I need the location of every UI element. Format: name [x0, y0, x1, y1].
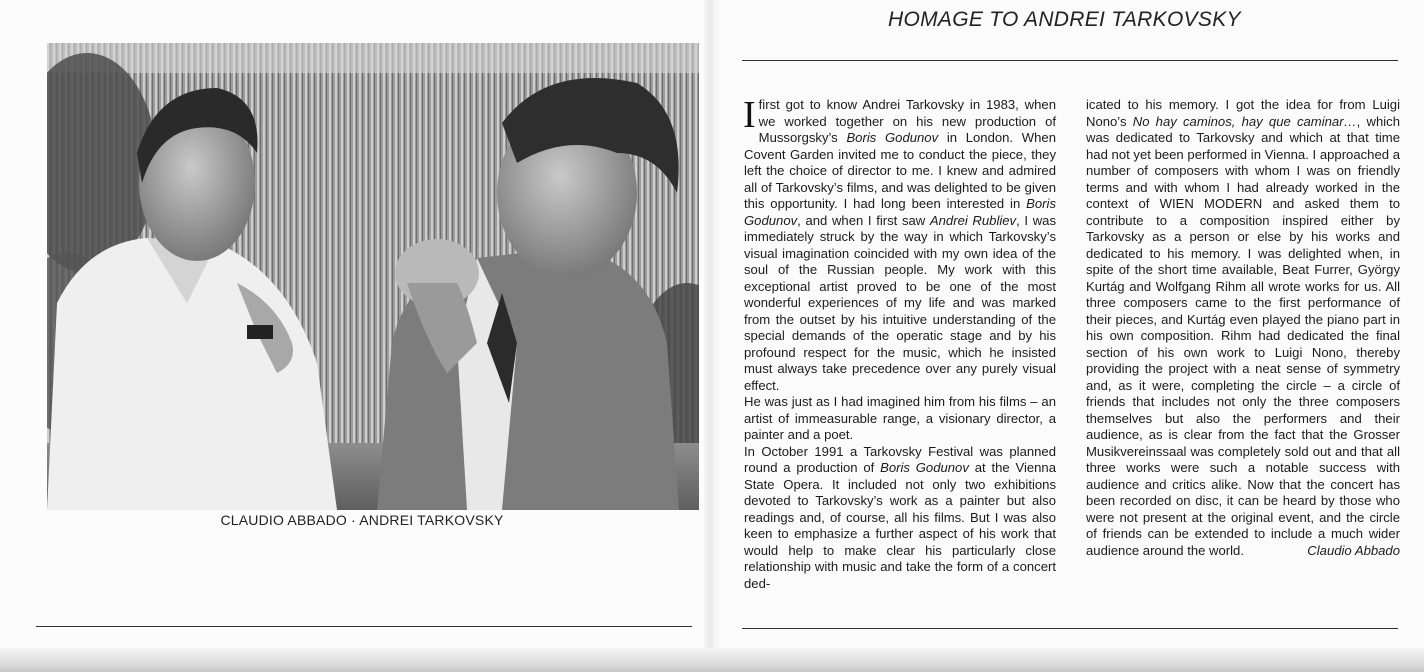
- text-segment: He was just as I had imagined him from his films – an artist of immeasurable range, a visionary director, a painter and a poet.: [744, 394, 1056, 442]
- paragraph: [744, 394, 1056, 444]
- footer-rule-left: [36, 626, 692, 627]
- page-bottom-edge: [0, 648, 1424, 672]
- column-2-text: [1086, 97, 1400, 559]
- text-segment: first got to know Andrei Tarkovsky in 1983, when we worked together on his new production of Mussorgsky’s: [758, 97, 1056, 145]
- italic-text: Boris Godunov: [846, 130, 939, 145]
- text-segment: , and when I first saw: [797, 212, 930, 228]
- italic-text: Boris Godunov: [744, 196, 1056, 228]
- italic-text: Boris Godunov: [880, 460, 969, 475]
- italic-text: No hay caminos, hay que caminar…: [1132, 113, 1357, 129]
- text-segment: at the Vienna State Opera. It included not only two exhibitions devoted to Tarkovsky’s work as a painter but also readings and, of course, all his films. But I was also keen to emphasize a further aspect of his work that would help to make clear his particularly close relationship with music and take the form of a concert ded-: [744, 460, 1056, 591]
- drop-cap: I: [743, 94, 756, 136]
- page-title: HOMAGE TO ANDREI TARKOVSKY: [888, 8, 1241, 31]
- text-segment: , I was immediately struck by the way in which Tarkovsky’s visual imagination coincided with my own idea of the soul of the Russian people. My work with this exceptional artist proved to be one of the most wonderful experiences of my life and was marked from the outset by his intuitive understanding of the special demands of the operatic stage and by his profound respect for the music, which he insisted must always take precedence over any purely visual effect.: [744, 212, 1056, 393]
- author-signature: Claudio Abbado: [1307, 542, 1400, 558]
- header-rule: [742, 60, 1398, 61]
- photo-abbado-tarkovsky: [47, 43, 699, 510]
- italic-text: Andrei Rubliev: [929, 212, 1017, 228]
- photo-caption: CLAUDIO ABBADO · ANDREI TARKOVSKY: [220, 512, 504, 528]
- text-segment: , which was dedicated to Tarkovsky and which at that time had not yet been performed in Vienna. I approached a number of composers with whom I was on friendly terms and with whom I had already worked in the context of WIEN MODERN and asked them to contribute to a composition inspired either by Tarkovsky as a person or else by his works and dedicated to his memory. I was delighted when, in spite of the short time available, Beat Furrer, György Kurtág and Wolfgang Rihm all wrote works for us. All three composers came to the first performance of their pieces, and Kurtág even played the piano part in his own composition. Rihm had dedicated the final section of his own work to Luigi Nono, thereby providing the project with a neat sense of symmetry and, as it were, completing the circle – a circle of friends that includes not only the three composers themselves but also the performers and their audience, as is clear from the fact that the Grosser Musikvereinssaal was completely sold out and that all three works were such a notable success with audience and critics alike. Now that the concert has been recorded on disc, it can be heard by those who were not present at the original event, and the circle of friends can be extended to include a much wider audience around the world.: [1086, 113, 1400, 558]
- photo-image: [47, 43, 699, 510]
- text-segment: icated to his memory. I got the idea for from Luigi Nono’s: [1086, 97, 1400, 129]
- paragraph: [1086, 97, 1400, 559]
- book-spine: [704, 0, 720, 672]
- left-page: [0, 0, 712, 660]
- column-1-text: [743, 94, 1056, 592]
- article-column-2: [1086, 97, 1400, 559]
- paragraph: [743, 94, 1056, 394]
- paragraph: [744, 444, 1056, 593]
- footer-rule-right: [742, 628, 1398, 629]
- article-column-1: [743, 94, 1056, 592]
- text-segment: in London. When Covent Garden invited me to conduct the piece, they left the choice of director to me. I knew and admired all of Tarkovsky’s films, and was delighted to be given this opportunity. I had long been interested in: [744, 130, 1056, 211]
- text-segment: In October 1991 a Tarkovsky Festival was planned round a production of: [744, 443, 1056, 475]
